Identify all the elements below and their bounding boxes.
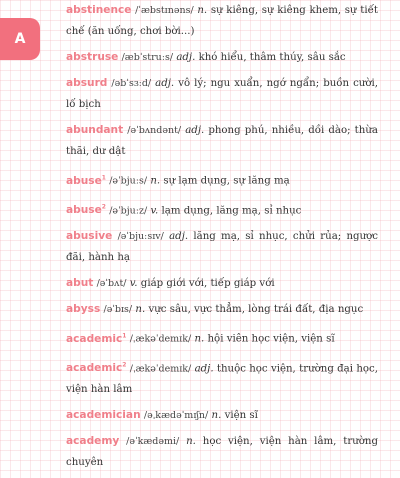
definition: sự lạm dụng, sự lăng mạ (163, 175, 290, 187)
dictionary-entry (66, 325, 378, 350)
letter-tab-label: A (14, 31, 26, 47)
definition: giáp giới với, tiếp giáp với (140, 278, 275, 290)
dictionary-entry (66, 355, 378, 401)
pronunciation: /əˈbjuːz/ (109, 205, 148, 217)
pronunciation: /ˌækəˈdemɪk/ (129, 333, 192, 345)
homograph-number: 2 (122, 361, 127, 369)
pronunciation: /əˈbjuːsɪv/ (117, 231, 164, 243)
headword: academic$^1$ (66, 332, 127, 345)
part-of-speech: n. (186, 436, 196, 448)
dictionary-entry (66, 167, 378, 192)
definition: hội viên học viện, viện sĩ (207, 333, 335, 345)
definition: phong phú, nhiều, dồi dào; thừa thãi, dư dật (66, 125, 378, 157)
dictionary-entry (66, 226, 378, 268)
headword: abstruse (66, 51, 119, 63)
dictionary-entry (66, 273, 378, 294)
part-of-speech: adj. (194, 363, 214, 375)
dictionary-entry (66, 0, 378, 42)
definition: học viện, viện hàn lâm, trường chuyên (66, 436, 378, 469)
definition: viện sĩ (224, 410, 258, 422)
letter-tab (0, 18, 40, 60)
part-of-speech: v. (150, 205, 159, 217)
part-of-speech: n. (194, 333, 205, 345)
dictionary-entry (66, 73, 378, 115)
homograph-number: 1 (101, 174, 106, 181)
pronunciation: /əˈbɪs/ (103, 304, 133, 316)
homograph-number: 1 (122, 332, 127, 340)
headword: abstinence (66, 4, 132, 16)
dictionary-entry (66, 47, 378, 68)
headword: academic$^2$ (66, 361, 127, 375)
pronunciation: /əˌkædəˈmɪʃn/ (143, 410, 209, 422)
pronunciation: /əˈbʌndənt/ (127, 125, 182, 136)
definition: sự kiêng, sự kiêng khem, sự tiết chế (ăn uống, chơi bời...) (66, 5, 378, 37)
part-of-speech: adj. (169, 231, 189, 243)
pronunciation: /əbˈsɜːd/ (111, 78, 152, 89)
headword: abundant (66, 124, 124, 136)
definition: vực sâu, vực thẳm, lòng trái đất, địa ngục (148, 304, 364, 316)
dictionary-entry (66, 120, 378, 162)
pronunciation: /ˌækəˈdemɪk/ (129, 363, 192, 375)
pronunciation: /æbˈstruːs/ (121, 52, 174, 63)
dictionary-entry (66, 431, 378, 473)
part-of-speech: v. (129, 278, 138, 290)
pronunciation: /ˈæbstɪnəns/ (135, 5, 194, 16)
headword: academy (66, 435, 120, 448)
part-of-speech: n. (197, 5, 208, 16)
definition: khó hiểu, thâm thúy, sâu sắc (198, 52, 346, 63)
dictionary-entries (66, 0, 378, 478)
part-of-speech: n. (135, 304, 146, 316)
headword: academician (66, 409, 141, 422)
definition: vô lý; ngu xuẩn, ngớ ngẩn; buồn cười, lố bịch (66, 78, 378, 110)
homograph-number: 2 (101, 203, 106, 211)
part-of-speech: adj. (176, 52, 196, 63)
headword: abut (66, 277, 94, 290)
part-of-speech: n. (211, 410, 222, 422)
pronunciation: /əˈkædəmi/ (126, 436, 180, 448)
headword: abuse$^1$ (66, 174, 106, 187)
definition: thuộc học viện, trường đại học, viện hàn lâm (66, 363, 378, 396)
headword: absurd (66, 77, 108, 89)
definition: lạm dụng, lăng mạ, sỉ nhục (161, 205, 302, 217)
headword: abuse$^2$ (66, 203, 106, 217)
headword: abusive (66, 230, 113, 243)
definition: lăng mạ, sỉ nhục, chửi rủa; ngược đãi, hành hạ (66, 231, 378, 264)
dictionary-entry (66, 299, 378, 320)
dictionary-entry (66, 197, 378, 222)
part-of-speech: n. (150, 175, 161, 187)
part-of-speech: adj. (155, 78, 175, 89)
part-of-speech: adj. (185, 125, 205, 136)
pronunciation: /əˈbjuːs/ (109, 175, 148, 187)
dictionary-entry (66, 405, 378, 426)
pronunciation: /əˈbʌt/ (96, 278, 127, 290)
headword: abyss (66, 303, 101, 316)
